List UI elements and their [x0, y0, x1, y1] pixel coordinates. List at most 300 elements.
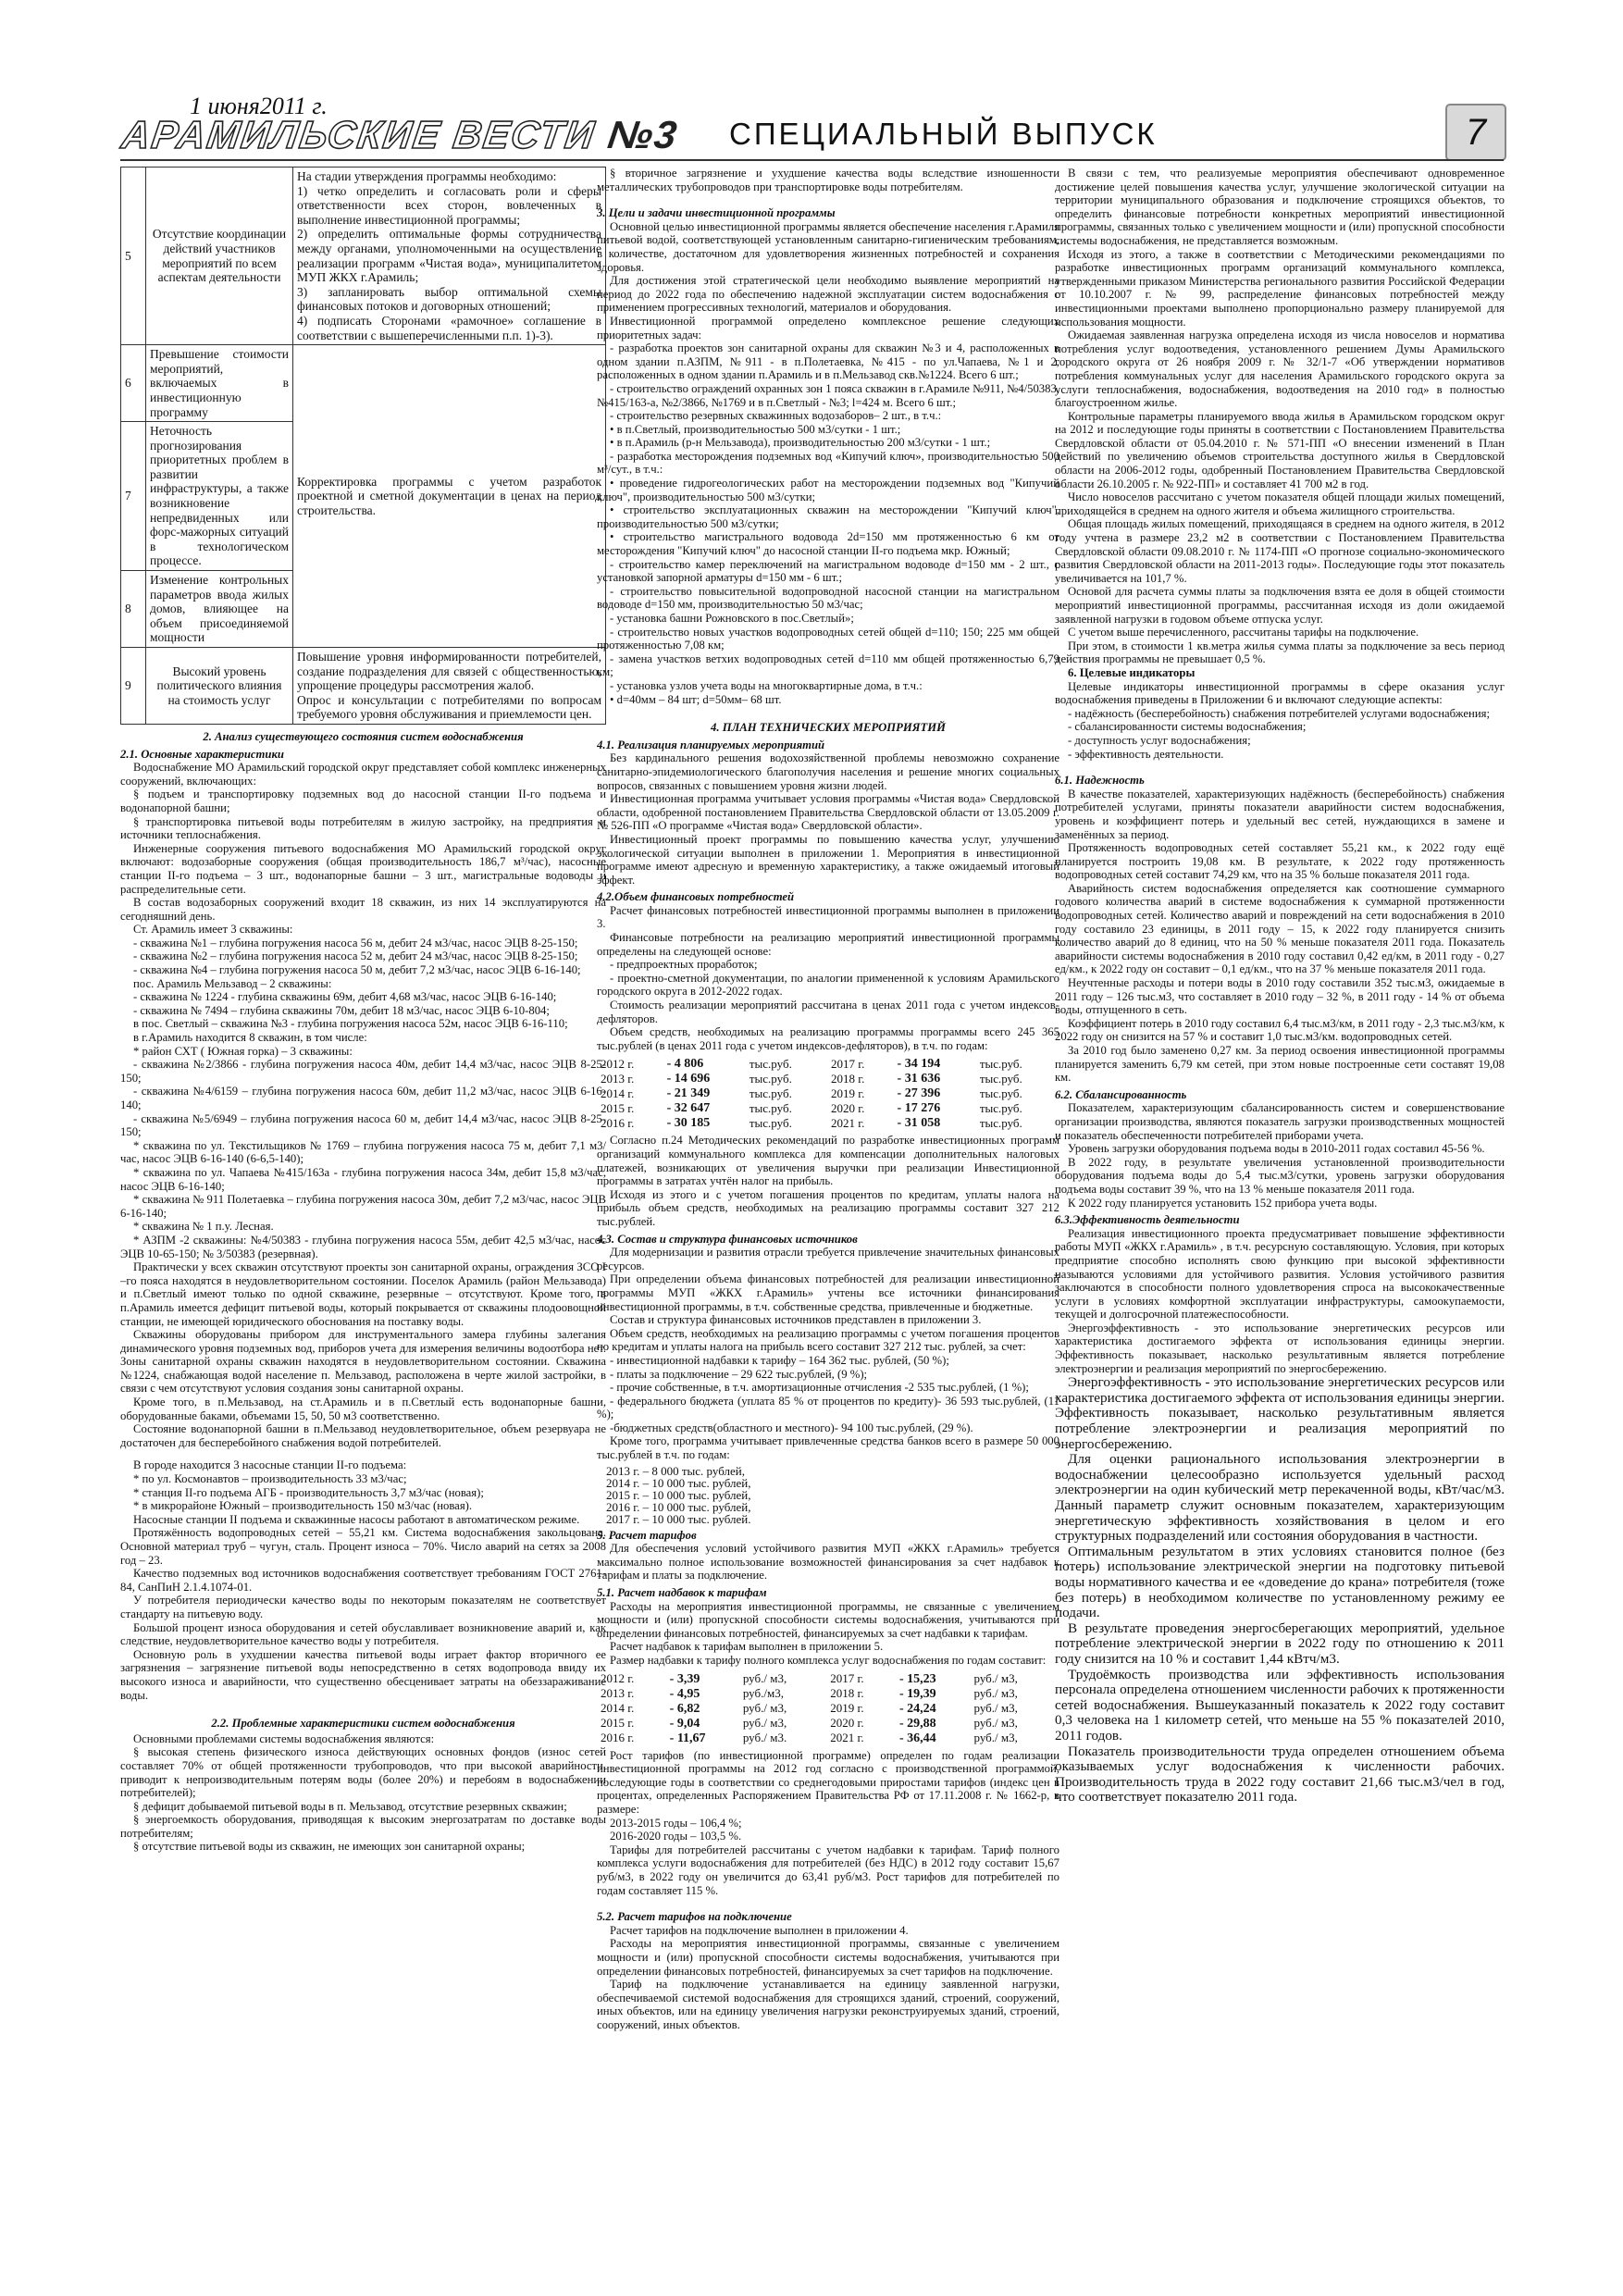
table-cell: [896, 1116, 976, 1129]
paragraph: § подъем и транспортировку подземных вод до насосной станции II-го подъема и водонапорной башни;: [120, 788, 606, 814]
cell-text: руб./ м3,: [973, 1686, 1018, 1701]
cell-text: - 36,44: [898, 1731, 936, 1745]
cell-text: - 27 396: [897, 1086, 941, 1101]
cell-text: 2021 г.: [830, 1115, 865, 1130]
paragraph: Контрольные параметры планируемого ввода жилья в Арамильском городском округ на 2012 и последующие годы приняты в соответствии с Постановлением Правительства Свердловской области от 05.04.2010 г. № 571-ПП «О внесении изменений в План действий по увеличению объемов строительства доступного жилья в Свердловской области на 2006-2012 годы, одобренный Постановлением Правительства Свердловской области 26.10.2005 г. № 922-ПП» и составляет 41 700 м2 в год.: [1055, 409, 1505, 490]
cell-text: - 14 696: [666, 1072, 711, 1086]
paragraph: Аварийность систем водоснабжения определяется как соотношение суммарного годового количества аварий в системе водоснабжения к суммарной протяженности водопроводных сетей. Количество аварий и повреждений на сети водоснабжения в 2010 году составило 23 единицы, в 2011 году – 15, к 2022 году планируется снизить количество аварий до 8 единиц, что на 50 % меньше показателя 2011 года. Показатель аварийности системы водоснабжения в 2010 году составил 0,42 ед/км, в 2011 году - 0,27 ед/км., к 2022 году он составит – 0,1 ед/км., что на 37 % меньше показателя 2011 года.: [1055, 881, 1505, 976]
paragraph: - разработка проектов зон санитарной охраны для скважин №3 и 4, расположенных в одном здании п.АЗПМ, №911 - в п.Полетаевка, №415 - по ул.Чапаева, №1 и 2, расположенных в одном здании п.Арамиль и в п.Мельзавод скв.№1224. Всего 6 шт.;: [597, 341, 1059, 382]
section-heading: 4.1. Реализация планируемых мероприятий: [597, 738, 825, 751]
paragraph: • в п.Светлый, производительностью 500 м3/сутки - 1 шт.;: [610, 422, 901, 436]
paragraph: § энергоемкость оборудования, приводящая к высоким энергозатратам по доставке воды потребителям;: [120, 1813, 606, 1840]
table-cell: [828, 1717, 896, 1730]
table-cell: [668, 1687, 739, 1700]
paragraph: У потребителя периодически качество воды по некоторым показателям не соответствует стандарту на питьевую воду.: [120, 1594, 606, 1620]
table-cell: [898, 1731, 971, 1744]
paragraph: • d=40мм – 84 шт; d=50мм– 68 шт.: [610, 692, 782, 706]
table-cell: [978, 1086, 1058, 1099]
table-cell: [898, 1687, 971, 1700]
table-cell: [829, 1086, 894, 1099]
paragraph: - строительство ограждений охранных зон 1 пояса скважин в г.Арамиле №911, №4/50383, №415/163-а, №2/3866, №1769 и в п.Светлый - №3; l=424 м. Всего 6 шт.;: [597, 381, 1059, 409]
cell-text: руб./ м3,: [742, 1701, 787, 1716]
paragraph: * скважина № 1 п.у. Лесная.: [133, 1220, 274, 1234]
table-cell: [599, 1086, 663, 1099]
cell-text: руб./ м3,: [973, 1701, 1018, 1716]
paragraph: Объем средств, необходимых на реализацию программы с учетом погашения процентов по кредитам и уплаты налога на прибыль всего составит 327 212 тыс. рублей, за счет:: [597, 1326, 1059, 1354]
paragraph: Практически у всех скважин отсутствуют проекты зон санитарной охраны, ограждения ЗСО I –го пояса находятся в неудовлетворительном состоянии. Поселок Арамиль (район Мельзавода) и п.Светлый имеют только по одной скважине, резервные – отсутствуют. Кроме того, в п.Арамиль имеется дефицит питьевой воды, который покрывается от скважины плодоовощной станции, не имеющей юридического обоснования на поставку воды.: [120, 1260, 606, 1328]
table-row: [599, 1101, 1058, 1114]
paragraph: Состав и структура финансовых источников представлен в приложении 3.: [610, 1313, 982, 1327]
table-cell: [741, 1717, 826, 1730]
table-cell: [599, 1687, 666, 1700]
table-cell: [665, 1086, 746, 1099]
paragraph: При определении объема финансовых потребностей для реализации инвестиционной программы МУП «ЖКХ г.Арамиль» учтены все источники финансирования инвестиционной программы, в т.ч. собственные средства, привлеченные и бюджетные.: [597, 1272, 1059, 1313]
table-cell: [665, 1116, 746, 1129]
paragraph: в пос. Светлый – скважина №3 - глубина погружения насоса 52м, насос ЭЦВ 6-16-110;: [133, 1017, 568, 1031]
table-cell: [665, 1101, 746, 1114]
paragraph: - строительство резервных скважинных водозаборов– 2 шт., в т.ч.:: [610, 409, 942, 423]
paragraph: § высокая степень физического износа действующих основных фондов (износ сетей составляет 70% от общей протяженности трубопроводов, что при высокой аварийности, приводит к непроизводительным потерям воды (более 20%) и перебоям в водоснабжении потребителей);: [120, 1745, 606, 1800]
paragraph: За 2010 год было заменено 0,27 км. За период освоения инвестиционной программы планируется заменить 6,79 км сетей, при этом новые построенные сети составят 19,08 км.: [1055, 1044, 1505, 1085]
paragraph: Трудоёмкость производства или эффективность использования персонала определена отношением численности рабочих к протяженности сетей водоснабжения. Вышеуказанный показатель к 2022 году составит 0,3 человека на 1 километр сетей, что меньше на 55 % показателей 2010, 2011 годов.: [1055, 1666, 1505, 1744]
paragraph: Число новоселов рассчитано с учетом показателя общей площади жилых помещений, приходящейся в среднем на одного жителя и объема жилищного строительства.: [1055, 490, 1505, 517]
table-row: [121, 648, 606, 725]
paragraph: Расчет тарифов на подключение выполнен в приложении 4.: [610, 1923, 909, 1937]
risk-cell: Изменение контрольных параметров ввода жилых домов, влияющее на объем присоединяемой мощности: [146, 571, 293, 648]
cell-text: - 31 058: [897, 1116, 941, 1131]
paragraph: Большой процент износа оборудования и сетей обуславливает возникновение аварий и, как следствие, неудовлетворительное качество воды у потребителя.: [120, 1620, 606, 1648]
cell-text: тыс.руб.: [979, 1115, 1022, 1130]
cell-text: тыс.руб.: [979, 1086, 1022, 1100]
paragraph: - скважина № 1224 - глубина скважины 69м, дебит 4,68 м3/час, насос ЭЦВ 6-16-140;: [133, 990, 557, 1004]
paragraph: Для достижения этой стратегической цели необходимо выявление мероприятий на период до 2022 года по обеспечению надежной эксплуатации систем водоснабжения с применением прогрессивных технологий, материалов и оборудования.: [597, 274, 1059, 315]
table-cell: [828, 1731, 896, 1744]
table-cell: [978, 1101, 1058, 1114]
list-item: 2015 г. – 10 000 тыс. рублей,: [606, 1487, 751, 1502]
row-number: 5: [121, 168, 146, 345]
paragraph: § отсутствие питьевой воды из скважин, не имеющих зон санитарной охраны;: [133, 1840, 526, 1854]
section-heading: 6.3.Эффективность деятельности: [1055, 1213, 1240, 1227]
spacer: [120, 1449, 606, 1458]
paragraph: Для оценки рационального использования электроэнергии в водоснабжении целесообразно используется удельный расход электроэнергии на один кубический метр перекаченной воды, кВт/час/м3. Данный параметр служит основным показателем, характеризующим энергетическую эффективность хозяйствования в целом и его структурных подразделений или состояния оборудования в частности.: [1055, 1451, 1505, 1545]
table-cell: [599, 1116, 663, 1129]
measure-cell: Корректировка программы с учетом разработок проектной и сметной документации в ценах на период строительства.: [293, 345, 606, 648]
table-cell: [978, 1072, 1058, 1085]
table-cell: [748, 1057, 827, 1070]
paragraph: Насосные станции II подъема и скважинные насосы работают в автоматическом режиме.: [133, 1512, 580, 1526]
table-cell: [829, 1057, 894, 1070]
paragraph: Расчет финансовых потребностей инвестиционной программы выполнен в приложении 3.: [597, 903, 1059, 931]
list-item: 2017 г. – 10 000 тыс. рублей.: [606, 1511, 751, 1526]
paragraph: Коэффициент потерь в 2010 году составил 6,4 тыс.м3/км, в 2011 году - 2,3 тыс.м3/км, к 2022 году он снизится на 57 % и составит 1,0 тыс.м3/км. водопроводных сетей.: [1055, 1016, 1505, 1044]
table-row: [599, 1072, 1058, 1085]
paragraph: Показатель производительности труда определен отношением объема оказываемых услуг водоснабжения к численности рабочих. Производительность труда в 2022 году составит 21,66 тыс.м3/чел в год, что соответствует показателю 2011 года.: [1055, 1743, 1505, 1806]
table-cell: [665, 1057, 746, 1070]
table-row: [599, 1116, 1058, 1129]
paragraph: Кроме того, в п.Мельзавод, на ст.Арамиль и в п.Светлый есть водонапорные башни, оборудованные баками, объемами 15, 50, 50 м3 соответственно.: [120, 1396, 606, 1422]
cell-text: - 11,67: [669, 1731, 706, 1745]
cell-text: руб./ м3,: [742, 1716, 787, 1731]
paragraph: Ст. Арамиль имеет 3 скважины:: [133, 923, 293, 937]
table-cell: [599, 1057, 663, 1070]
paragraph: - инвестиционной надбавки к тарифу – 164 362 тыс. рублей, (50 %);: [610, 1353, 949, 1367]
paragraph: Показателем, характеризующим сбалансированность систем и совершенствование организации производства, являются показатель загрузки производственных мощностей и показатель обеспеченности потребителей приборами учета.: [1055, 1101, 1505, 1142]
table-cell: [973, 1702, 1058, 1715]
table-cell: [896, 1072, 976, 1085]
cell-text: - 9,04: [669, 1716, 700, 1731]
masthead-title: АРАМИЛЬСКИЕ ВЕСТИ: [118, 113, 599, 156]
cell-text: руб./ м3,: [742, 1671, 787, 1686]
cell-text: - 31 636: [897, 1072, 941, 1086]
paragraph: Рост тарифов (по инвестиционной программе) определен по годам реализации инвестиционной программы на 2012 год согласно с производственной программой, последующие годы в соответствии со среднегодовыми приростами тарифов (индекс цен в процентах, определенных Распоряжением Правительства РФ от 17.11.2008 г. № 1662-р, в размере:: [597, 1748, 1059, 1816]
paragraph: В связи с тем, что реализуемые мероприятия обеспечивают одновременное достижение целей повышения качества услуг, улучшение экологической ситуации на территории муниципального образования и подключение строящихся объектов, то определить финансовые потребности конкретных мероприятий инвестиционной программы, связанных только с увеличением мощности и (или) пропускной способности системы водоснабжения, не представляется возможным.: [1055, 167, 1505, 247]
spacer: [1055, 761, 1505, 770]
paragraph: - скважина № 7494 – глубина скважины 70м, дебит 18 м3/час, насос ЭЦВ 6-10-804;: [133, 1003, 550, 1017]
paragraph: Уровень загрузки оборудования подъема воды в 2010-2011 годах составил 45-56 %.: [1068, 1142, 1485, 1156]
cell-text: 2012 г.: [601, 1056, 635, 1071]
paragraph: Состояние водонапорной башни в п.Мельзавод неудовлетворительное, объем резервуара не достаточен для бесперебойного снабжения водой потребителей.: [120, 1422, 606, 1449]
paragraph: Расходы на мероприятия инвестиционной программы, не связанные с увеличением мощности и (или) пропускной способности системы водоснабжения, учитываются при определении финансовых потребностей, финансируемых за счет надбавки к тарифам.: [597, 1599, 1059, 1640]
cell-text: 2017 г.: [830, 1056, 865, 1071]
page-number-badge: 7: [1445, 104, 1506, 161]
paragraph: Для модернизации и развития отрасли требуется привлечение значительных финансовых ресурсов.: [597, 1246, 1059, 1272]
paragraph: В качестве показателей, характеризующих надёжность (бесперебойность) снабжения потребителей услугами, приняты показатели аварийности систем водоснабжения, уровень и коэффициент потерь и удельный вес сетей, нуждающихся в замене и заменённых за период.: [1055, 787, 1505, 841]
table-cell: [898, 1702, 971, 1715]
table-row: [121, 345, 606, 422]
table-cell: [748, 1101, 827, 1114]
paragraph: Исходя из этого, а также в соответствии с Методическими рекомендациями по разработке инвестиционных программ организаций коммунального комплекса, утвержденными приказом Министерства регионального развития Российской Федерации от 10.10.2007 г. № 99, распределение финансовых потребностей между инвестиционными проектами выполнено пропорционально размеру планируемой для использования мощности.: [1055, 247, 1505, 329]
paragraph: * в микрорайоне Южный – производительность 150 м3/час (новая).: [133, 1499, 473, 1513]
table-cell: [599, 1101, 663, 1114]
paragraph: Инженерные сооружения питьевого водоснабжения МО Арамильский городской округ включают: водозаборные сооружения (общая производительность 186,7 м³/час), насосные станции II-го подъема – 3 шт., водонапорные башни – 3 шт., магистральные водоводы и распределительные сети.: [120, 841, 606, 896]
cell-text: 2013 г.: [601, 1686, 635, 1701]
section-heading: 6.1. Надежность: [1055, 774, 1145, 788]
cell-text: - 24,24: [898, 1701, 936, 1716]
paragraph: - предпроектных проработок;: [610, 958, 758, 972]
row-number: 8: [121, 571, 146, 648]
spacer: [597, 1897, 1059, 1906]
paragraph: Инвестиционный проект программы по повышению качества услуг, улучшению экологической ситуации выполнен в приложении 1. Мероприятия в инвестиционной программе имеют адресную и временную характеристику, а также ожидаемый итоговый эффект.: [597, 832, 1059, 887]
paragraph: Общая площадь жилых помещений, приходящаяся в среднем на одного жителя, в 2012 году учтена в размере 23,2 м2 в соответствии с Постановлением Правительства Свердловской области 09.08.2010 г. № 1174-ПП «О прогнозе социально-экономического развития Свердловской области на 2011-2013 годы». Последующие годы этот показатель увеличивается на 101,7 %.: [1055, 517, 1505, 585]
table-row: [599, 1717, 1058, 1730]
paragraph: • строительство магистрального водовода 2d=150 мм протяженностью 6 км от месторождения "Кипучий ключ" до насосной станции II-го подъема мкр. Южный;: [597, 530, 1059, 558]
cell-text: - 34 194: [897, 1057, 941, 1072]
cell-text: - 32 647: [666, 1101, 711, 1116]
paragraph: * район СХТ ( Южная горка) – 3 скважины:: [133, 1044, 353, 1058]
section-heading: 4.3. Состав и структура финансовых источников: [597, 1232, 858, 1246]
paragraph: При этом, в стоимости 1 кв.метра жилья сумма платы за подключение за весь период действия программы не превышает 0,5 %.: [1055, 639, 1505, 666]
section-heading: 2.1. Основные характеристики: [120, 747, 284, 761]
cell-text: тыс.руб.: [749, 1056, 792, 1071]
risk-cell: Превышение стоимости мероприятий, включаемых в инвестиционную программу: [146, 345, 293, 422]
table-cell: [829, 1101, 894, 1114]
paragraph: • в п.Арамиль (р-н Мельзавода), производительностью 200 м3/сутки - 1 шт.;: [610, 436, 991, 450]
column-1-text: [120, 730, 606, 1854]
paragraph: Инвестиционной программой определено комплексное решение следующих приоритетных задач:: [597, 314, 1059, 341]
paragraph: - платы за подключение – 29 622 тыс.рублей, (9 %);: [610, 1367, 868, 1381]
cell-text: 2016 г.: [601, 1731, 635, 1745]
cell-text: 2015 г.: [601, 1100, 635, 1115]
paragraph: Энергоэффективность - это использование энергетических ресурсов или характеристика достигаемого эффекта от использования единицы энергии. Эффективность показывает, насколько результативным является потребление электроэнергии и реализация мероприятий по энергосбережению.: [1055, 1374, 1505, 1452]
paragraph: Водоснабжение МО Арамильский городской округ представляет собой комплекс инженерных сооружений, включающих:: [120, 761, 606, 788]
section-heading: 6.2. Сбалансированность: [1055, 1087, 1187, 1101]
cell-text: - 4,95: [669, 1686, 700, 1701]
newspaper-masthead: [119, 113, 681, 157]
table-cell: [973, 1731, 1058, 1744]
table-cell: [978, 1057, 1058, 1070]
cell-text: - 30 185: [666, 1116, 711, 1131]
cell-text: 2014 г.: [601, 1086, 635, 1100]
paragraph: Реализация инвестиционного проекта предусматривает повышение эффективности работы МУП «ЖКХ г.Арамиль» , в т.ч. ресурсную составляющую. Условия, при которых предприятие способно исполнять свою функцию при высокой эффективности называются условиями для устойчивого развития. Условия устойчивого развития заключаются в способности полного удовлетворения спроса на высококачественные услуги в условиях комфортной эксплуатации инфраструктуры, самоокупаемости, текущей и долгосрочной платежеспособности.: [1055, 1226, 1505, 1322]
table-row: [599, 1086, 1058, 1099]
paragraph: - скважина №4/6159 – глубина погружения насоса 60м, дебит 11,2 м3/час, насос ЭЦВ 6-16-140;: [120, 1085, 606, 1111]
paragraph: * по ул. Космонавтов – производительность 33 м3/час;: [133, 1472, 407, 1486]
paragraph: Расходы на мероприятия инвестиционной программы, связанные с увеличением мощности и (или) пропускной способности системы водоснабжения, учитываются при определении финансовых потребностей, финансируемых за счет тарифов на подключение.: [597, 1937, 1059, 1978]
section-heading: 3. Цели и задачи инвестиционной программы: [597, 206, 836, 220]
paragraph: § дефицит добываемой питьевой воды в п. Мельзавод, отсутствие резервных скважин;: [133, 1799, 567, 1813]
section-heading: 2. Анализ существующего состояния систем водоснабжения: [203, 729, 524, 743]
paragraph: - строительство камер переключений на магистральном водоводе d=150 мм - 2 шт., с установкой запорной арматуры d=150 мм - 6 шт.;: [597, 557, 1059, 585]
paragraph: Качество подземных вод источников водоснабжения соответствует требованиям ГОСТ 2761-84, СанПиН 2.1.4.1074-01.: [120, 1567, 606, 1594]
table-cell: [898, 1717, 971, 1730]
cell-text: тыс.руб.: [979, 1100, 1022, 1115]
table-cell: [599, 1702, 666, 1715]
paragraph: - проектно-сметной документации, по аналогии примененной к условиям Арамильского городского округа в 2012-2022 годах.: [597, 971, 1059, 999]
cell-text: тыс.руб.: [749, 1115, 792, 1130]
column-1: [120, 167, 606, 2240]
list-item: 2014 г. – 10 000 тыс. рублей,: [606, 1475, 751, 1490]
cell-text: тыс.руб.: [749, 1071, 792, 1086]
table-cell: [748, 1086, 827, 1099]
cell-text: руб./ м3.: [742, 1731, 787, 1745]
cell-text: 2019 г.: [830, 1701, 864, 1716]
table-cell: [599, 1072, 663, 1085]
table-cell: [748, 1072, 827, 1085]
paragraph: Основной целью инвестиционной программы является обеспечение населения г.Арамиля питьевой водой, соответствующей установленным санитарно-гигиеническим требованиям, в количестве, достаточном для удовлетворения жизненных потребностей и сохранения здоровья.: [597, 219, 1059, 274]
paragraph: - федерального бюджета (уплата 85 % от процентов по кредиту)- 36 593 тыс.рублей, (11 %);: [597, 1394, 1059, 1421]
paragraph: Тариф на подключение устанавливается на единицу заявленной нагрузки, обеспечиваемой системой водоснабжения для строящихся зданий, строений, сооружений, иных объектов, или на единицу увеличения нагрузки реконструируемых зданий, строений, сооружений, иных объектов.: [597, 1978, 1059, 2031]
paragraph: Основными проблемами системы водоснабжения являются:: [133, 1731, 435, 1745]
paragraph: Протяженность водопроводных сетей составляет 55,21 км., к 2022 году ещё планируется построить 19,08 км. В результате, к 2022 году протяженность водопроводных сетей составит 74,29 км, что на 35 % больше показателя 2011 года.: [1055, 841, 1505, 882]
table-cell: [978, 1116, 1058, 1129]
paragraph: * скважина № 911 Полетаевка – глубина погружения насоса 30м, дебит 7,2 м3/час, насос ЭЦВ 6-16-140;: [120, 1193, 606, 1220]
table-cell: [665, 1072, 746, 1085]
cell-text: - 17 276: [897, 1101, 941, 1116]
paragraph: § транспортировка питьевой воды потребителям в жилую застройку, на предприятия и источники теплоснабжения.: [120, 814, 606, 842]
section-heading: 4. ПЛАН ТЕХНИЧЕСКИХ МЕРОПРИЯТИЙ: [711, 721, 946, 735]
table-cell: [828, 1702, 896, 1715]
paragraph: В результате проведения энергосберегающих мероприятий, удельное потребление электрической энергии в 2022 году по отношению к 2011 году снизится на 10 % и составит 1,44 кВтч/м3.: [1055, 1620, 1505, 1667]
column-2: [597, 167, 1059, 2240]
cell-text: 2020 г.: [830, 1100, 865, 1115]
table-cell: [741, 1731, 826, 1744]
cell-text: 2014 г.: [601, 1701, 635, 1716]
paragraph: Для обеспечения условий устойчивого развития МУП «ЖКХ г.Арамиль» требуется максимально полное использование возможностей финансирования за счет надбавок к тарифам и платы за подключение.: [597, 1542, 1059, 1582]
cell-text: 2015 г.: [601, 1716, 635, 1731]
column-3-text: [1055, 167, 1505, 1806]
cell-text: тыс.руб.: [749, 1100, 792, 1115]
cell-text: 2018 г.: [830, 1071, 865, 1086]
cell-text: руб./ м3,: [973, 1731, 1018, 1745]
measure-cell: На стадии утверждения программы необходимо: 1) четко определить и согласовать роли и сферы ответственности всех сторон, вовлеченных в выполнение инвестиционной программы; 2) определить оптимальные формы сотрудничества между органами, уполномоченными на осуществление реализации программ «Чистая вода», муниципалитетом МУП ЖКХ г.Арамиль; 3) запланировать выбор оптимальной схемы финансовых потоков и договорных отношений; 4) подписать Сторонами «рамочное» соглашение в соответствии с вышеперечисленными п.п. 1)-3).: [293, 168, 606, 345]
paragraph: - скважина №2/3866 - глубина погружения насоса 40м, дебит 14,4 м3/час, насос ЭЦВ 8-25-150;: [120, 1058, 606, 1085]
bank-loans-list: [606, 1465, 1059, 1525]
issue-number: №3: [604, 113, 682, 156]
table-cell: [741, 1702, 826, 1715]
paragraph: Объем средств, необходимых на реализацию программы программы всего 245 365 тыс.рублей (в ценах 2011 года с учетом индексов-дефляторов), в т.ч. по годам:: [597, 1025, 1059, 1052]
fin-table: [597, 1055, 1059, 1131]
paragraph: Оптимальным результатом в этих условиях становится полное (без потерь) использование электрической энергии на подготовку питьевой воды нормативного качества и ее «доведение до крана» потребителя (тоже без потерь) в необходимом количестве по установленному режиму ее подачи.: [1055, 1543, 1505, 1621]
issue-date: 1 июня2011 г.: [190, 93, 328, 119]
cell-text: 2019 г.: [830, 1086, 865, 1100]
paragraph: Скважины оборудованы прибором для инструментального замера глубины залегания динамического уровня подземных вод, приборов учета для измерения величины водоотбора нет. Зоны санитарной охраны скважин находятся в неудовлетворительном состоянии. Скважина №1224, снабжающая водой население п. Мельзавод, расположена в черте жилой застройки, в связи с чем отсутствуют условия создания зоны санитарной охраны.: [120, 1328, 606, 1396]
cell-text: - 19,39: [898, 1686, 936, 1701]
cell-text: - 3,39: [669, 1671, 700, 1686]
row-number: 9: [121, 648, 146, 725]
paragraph: * скважина по ул. Текстильщиков № 1769 – глубина погружения насоса 75 м, дебит 7,1 м3/час, насос ЭЦВ 6-16-140 (6-6,5-140);: [120, 1138, 606, 1166]
section-heading: 4.2.Объем финансовых потребностей: [597, 890, 795, 904]
table-cell: [828, 1687, 896, 1700]
paragraph: Расчет надбавок к тарифам выполнен в приложении 5.: [610, 1640, 884, 1654]
paragraph: - строительство повысительной водопроводной насосной станции на магистральном водоводе d=150 мм, производительностью 50 м3/час;: [597, 584, 1059, 612]
measure-cell: Повышение уровня информированности потребителей, создание подразделения для связей с общественностью, упрощение процедуры рассмотрения жалоб. Опрос и консультации с потребителями по вопросам требуемого уровня обслуживания и приемлемости цен.: [293, 648, 606, 725]
header-divider: [120, 159, 1504, 161]
section-heading: 5.2. Расчет тарифов на подключение: [597, 1910, 792, 1924]
table-row: [599, 1731, 1058, 1744]
column-3: [1055, 167, 1505, 2240]
paragraph: - скважина №4 – глубина погружения насоса 50 м, дебит 7,2 м3/час, насос ЭЦВ 6-16-140;: [133, 963, 581, 977]
paragraph: Целевые индикаторы инвестиционной программы в сфере оказания услуг водоснабжения приведены в Приложении 6 и включают следующие аспекты:: [1055, 679, 1505, 707]
cell-text: 2012 г.: [601, 1671, 635, 1686]
table-cell: [741, 1687, 826, 1700]
table-cell: [973, 1672, 1058, 1685]
cell-text: 2020 г.: [830, 1716, 864, 1731]
table-cell: [668, 1731, 739, 1744]
cell-text: - 6,82: [669, 1701, 700, 1716]
table-cell: [599, 1717, 666, 1730]
paragraph: Согласно п.24 Методических рекомендаций по разработке инвестиционных программ организаций коммунального комплекса для компенсации дополнительных налоговых платежей, возникающих от увеличения выручки при реализации Инвестиционной программы в затратах учтён налог на прибыль.: [597, 1134, 1059, 1188]
table-cell: [829, 1072, 894, 1085]
risk-cell: Неточность прогнозирования приоритетных проблем в развитии инфраструктуры, а также возникновение непредвиденных или форс-мажорных ситуаций в технологическом процессе.: [146, 422, 293, 571]
cell-text: - 21 349: [666, 1086, 711, 1101]
table-cell: [896, 1086, 976, 1099]
paragraph: - прочие собственные, в т.ч. амортизационные отчисления -2 535 тыс.рублей, (1 %);: [610, 1381, 1029, 1395]
paragraph: -бюджетных средств(областного и местного)- 94 100 тыс.рублей, (29 %).: [610, 1421, 973, 1434]
page-header: [0, 0, 1623, 162]
cell-text: - 15,23: [898, 1671, 936, 1686]
table-cell: [668, 1717, 739, 1730]
cell-text: 2018 г.: [830, 1686, 864, 1701]
paragraph: - скважина №5/6949 – глубина погружения насоса 60 м, дебит 14,4 м3/час, насос ЭЦВ 8-25-150;: [120, 1111, 606, 1139]
table-cell: [748, 1116, 827, 1129]
paragraph: Размер надбавки к тарифу полного комплекса услуг водоснабжения по годам составит:: [610, 1654, 1047, 1667]
table-row: [599, 1687, 1058, 1700]
table-row: [599, 1057, 1058, 1070]
paragraph: Финансовые потребности на реализацию мероприятий инвестиционной программы определены на следующей основе:: [597, 931, 1059, 958]
paragraph: * скважина по ул. Чапаева №415/163а - глубина погружения насоса 34м, дебит 15,8 м3/час, насос ЭЦВ 6-16-140;: [120, 1165, 606, 1193]
paragraph: * АЗПМ -2 скважины: №4/50383 - глубина погружения насоса 55м, дебит 42,5 м3/час, насос ЭЦВ 10-65-150; № 3/50383 (резервная).: [120, 1233, 606, 1260]
table-row: [599, 1672, 1058, 1685]
table-cell: [668, 1672, 739, 1685]
tariff-table: [597, 1670, 1059, 1746]
table-cell: [599, 1731, 666, 1744]
table-row: [599, 1702, 1058, 1715]
paragraph: Неучтенные расходы и потери воды в 2010 году составили 352 тыс.м3, ожидаемые в 2011 году – 126 тыс.м3, что составляет в 2010 году – 32 %, в 2011 году - 14 % от объема воды, отпущенного в сеть.: [1055, 976, 1505, 1017]
table-cell: [829, 1116, 894, 1129]
paragraph: * станция II-го подъема АГБ - производительность 3,7 м3/час (новая);: [133, 1485, 484, 1499]
risk-cell: Отсутствие координации действий участников мероприятий по всем аспектам деятельности: [146, 168, 293, 345]
section-heading: 2.2. Проблемные характеристики систем водоснабжения: [211, 1717, 515, 1731]
cell-text: 2021 г.: [830, 1731, 864, 1745]
table-cell: [898, 1672, 971, 1685]
spacer: [597, 193, 1059, 203]
paragraph: Ожидаемая заявленная нагрузка определена исходя из числа новоселов и норматива потребления услуг водоотведения, установленного решением Думы Арамильского городского округа от 26 ноября 2009 г. № 32/1-7 «Об утверждении нормативов потребления коммунальных услуг для населения Арамильского городского округа за услуги теплоснабжения, водоснабжения, водоотведения на 2010 год» в полностью благоустроенном жилье.: [1055, 329, 1505, 410]
paragraph: К 2022 году планируется установить 152 прибора учета воды.: [1068, 1196, 1378, 1210]
paragraph: - сбалансированности системы водоснабжения;: [1068, 720, 1307, 734]
paragraph: - эффективность деятельности.: [1068, 747, 1224, 761]
paragraph: В состав водозаборных сооружений входит 18 скважин, из них 14 эксплуатируются на сегодняшний день.: [120, 896, 606, 923]
cell-text: тыс.руб.: [979, 1071, 1022, 1086]
paragraph: • строительство эксплуатационных скважин на месторождении "Кипучий ключ", производительностью 500 м3/сутки;: [597, 503, 1059, 530]
paragraph: - доступность услуг водоснабжения;: [1068, 733, 1251, 747]
cell-text: руб./м3,: [742, 1686, 784, 1701]
table-row: [121, 168, 606, 345]
list-item: 2016 г. – 10 000 тыс. рублей,: [606, 1499, 751, 1514]
paragraph: • проведение гидрогеологических работ на месторождении подземных вод "Кипучий ключ", производительностью 500 м3/сутки;: [597, 477, 1059, 503]
cell-text: - 29,88: [898, 1716, 936, 1731]
table-cell: [668, 1702, 739, 1715]
paragraph: § вторичное загрязнение и ухудшение качества воды вследствие изношенности металлических трубопроводов при транспортировке воды потребителям.: [597, 167, 1059, 193]
section-heading: 5. Расчет тарифов: [597, 1528, 697, 1542]
paragraph: в г.Арамиль находится 8 скважин, в том числе:: [133, 1031, 367, 1045]
paragraph: В 2022 году, в результате увеличения установленной производительности оборудования подъема воды до 5,4 тыс.м3/сутки, уровень загрузки оборудования подъема воды составит 39 %, что на 13 % меньше показателя 2011 года.: [1055, 1155, 1505, 1196]
column-2-text: [597, 167, 1059, 2031]
spacer: [120, 1702, 606, 1711]
table-cell: [741, 1672, 826, 1685]
table-cell: [828, 1672, 896, 1685]
paragraph: Кроме того, программа учитывает привлеченные средства банков всего в размере 50 000 тыс.рублей в т.ч. по годам:: [597, 1434, 1059, 1462]
cell-text: руб./ м3,: [973, 1716, 1018, 1731]
cell-text: 2016 г.: [601, 1115, 635, 1130]
paragraph: пос. Арамиль Мельзавод – 2 скважины:: [133, 976, 332, 990]
paragraph: Протяжённость водопроводных сетей – 55,21 км. Система водоснабжения закольцована. Основной материал труб – чугун, сталь. Процент износа – 70%. Число аварий на сетях за 2008 год – 23.: [120, 1526, 606, 1567]
risk-table: [120, 167, 606, 725]
cell-text: 2017 г.: [830, 1671, 864, 1686]
table-cell: [973, 1687, 1058, 1700]
paragraph: - замена участков ветхих водопроводных сетей d=110 мм общей протяженностью 6,79 км;: [597, 652, 1059, 679]
cell-text: - 4 806: [666, 1057, 704, 1072]
paragraph: Исходя из этого и с учетом погашения процентов по кредитам, уплаты налога на прибыль объем средств, необходимых на реализацию программы составит 327 212 тыс.рублей.: [597, 1187, 1059, 1228]
table-cell: [973, 1717, 1058, 1730]
paragraph: В городе находится 3 насосные станции II-го подъема:: [133, 1458, 407, 1472]
cell-text: 2013 г.: [601, 1071, 635, 1086]
paragraph: - строительство новых участков водопроводных сетей общей d=110; 150; 225 мм общей протяженностью 7,08 км;: [597, 625, 1059, 652]
cell-text: тыс.руб.: [979, 1056, 1022, 1071]
list-item: 2013 г. – 8 000 тыс. рублей,: [606, 1463, 745, 1478]
paragraph: - скважина №2 – глубина погружения насоса 52 м, дебит 24 м3/час, насос ЭЦВ 8-25-150;: [133, 949, 578, 963]
paragraph: Инвестиционная программа учитывает условия программы «Чистая вода» Свердловской области, одобренной постановлением Правительства Свердловской области от 13.05.2009 г. № 526-ПП «О программе «Чистая вода» Свердловской области».: [597, 792, 1059, 833]
cell-text: тыс.руб.: [749, 1086, 792, 1100]
section-title: СПЕЦИАЛЬНЫЙ ВЫПУСК: [729, 117, 1158, 151]
paragraph: 2013-2015 годы – 106,4 %;: [610, 1816, 742, 1830]
section-heading: 5.1. Расчет надбавок к тарифам: [597, 1586, 767, 1600]
paragraph: - установка башни Рожновского в пос.Светлый»;: [610, 612, 854, 625]
table-cell: [599, 1672, 666, 1685]
table-cell: [896, 1057, 976, 1070]
paragraph: Основой для расчета суммы платы за подключения взята ее доля в общей стоимости мероприятий инвестиционной программы, рассчитанная исходя из доли ожидаемой заявленной нагрузки в годовом объеме отпуска услуг.: [1055, 585, 1505, 626]
paragraph: Без кардинального решения водохозяйственной проблемы невозможно сохранение санитарно-эпидемиологического благополучия населения и решение многих социальных вопросов, связанных с повышением уровня жизни людей.: [597, 751, 1059, 792]
paragraph: - установка узлов учета воды на многоквартирные дома, в т.ч.:: [610, 678, 923, 692]
